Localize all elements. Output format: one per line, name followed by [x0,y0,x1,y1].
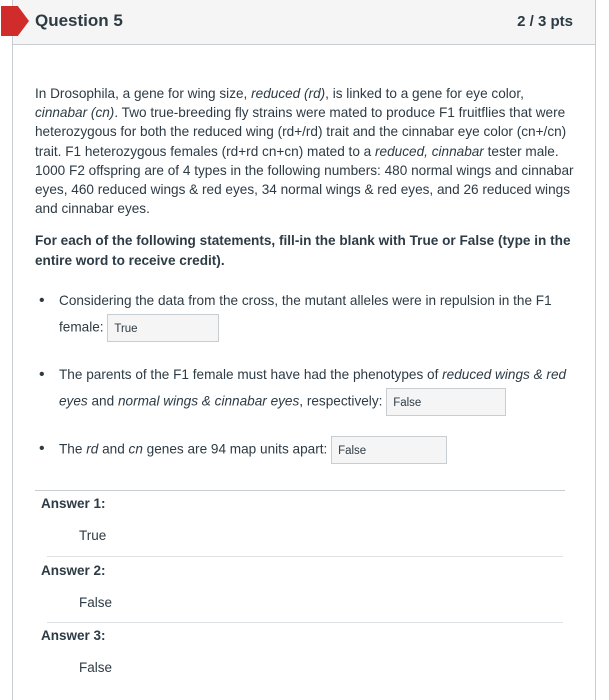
statement-item: • The parents of the F1 female must have had the phenotypes of reduced wings & red eyes and normal wings & cinnabar eyes, respectively: False [35,362,575,416]
instructions: For each of the following statements, fill-in the blank with True or False (type in the entire word to receive credit). [35,233,571,268]
blank-input-1[interactable]: True [107,314,219,342]
question-title: Question 5 [35,11,123,30]
answer-divider [47,622,563,623]
bullet-icon: • [39,365,45,383]
answer-divider [47,556,563,557]
answer-3-label: Answer 3: [41,628,106,643]
blank-input-2[interactable]: False [386,388,506,416]
answer-3-value: False [79,660,113,675]
answer-2-value: False [79,595,113,610]
statement-item: • Considering the data from the cross, the mutant alleles were in repulsion in the F1 female: True [35,288,575,342]
flag-icon[interactable] [1,6,29,36]
statement-item: • The rd and cn genes are 94 map units apart: False [35,436,575,464]
bullet-icon: • [39,439,45,457]
question-text: In Drosophila, a gene for wing size, reduced (rd), is linked to a gene for eye color, cinnabar (cn). Two true-breeding fly strains were mated to produce F1 fruitflies that were heterozygous for both the reduced wing (rd+/rd) trait and the cinnabar eye color (cn+/cn) trait. F1 heterozygous females (rd+rd cn+cn) mated to a reduced, cinnabar tester male. 1000 F2 offspring are of 4 types in the following numbers: 480 normal wings and cinnabar eyes, 460 reduced wings & red eyes, 34 normal wings & red eyes, and 26 reduced wings and cinnabar eyes. [35,86,574,217]
section-divider [35,490,565,491]
statement-list [35,288,575,464]
answer-1-label: Answer 1: [41,496,106,511]
answer-1-value: True [79,528,107,543]
answer-2-label: Answer 2: [41,563,106,578]
question-header [13,0,595,45]
question-points: 2 / 3 pts [517,13,573,30]
blank-input-3[interactable]: False [331,436,447,464]
bullet-icon: • [39,291,45,309]
question-card [12,0,596,700]
question-body [35,84,575,484]
